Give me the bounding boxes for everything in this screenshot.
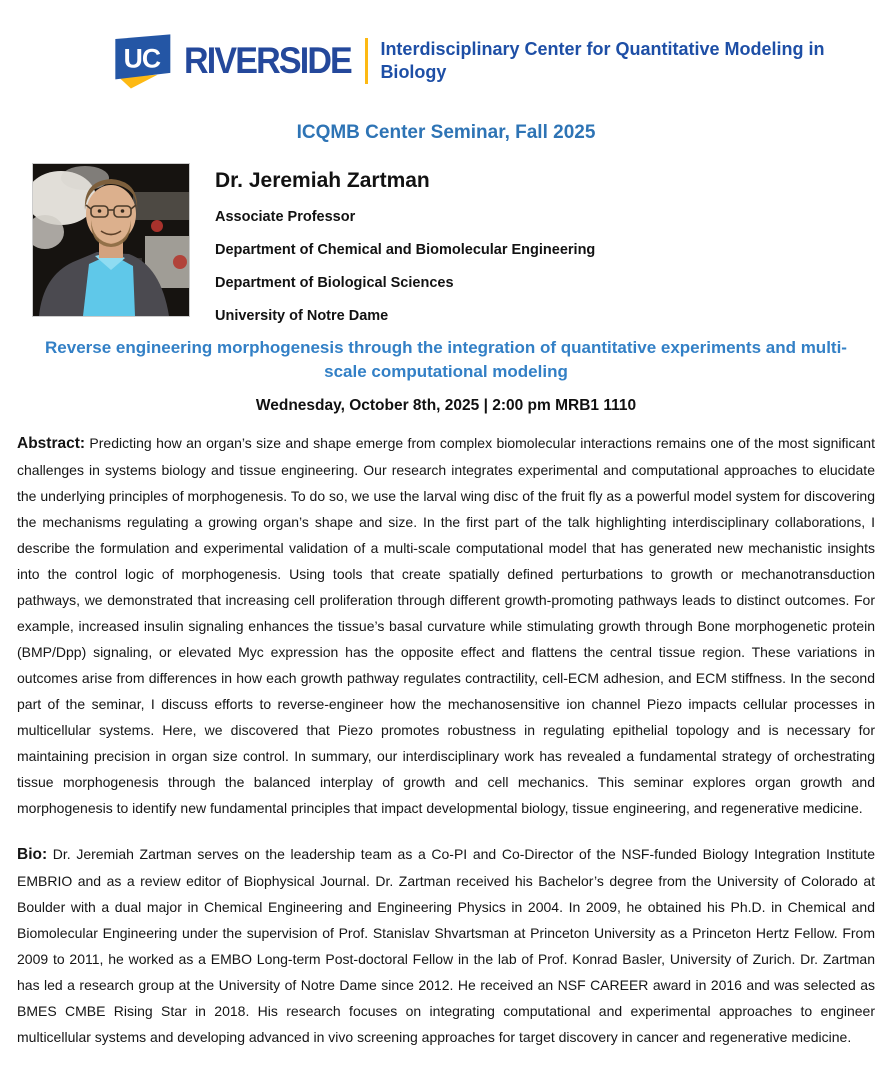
abstract-label: Abstract: [17,434,86,452]
datetime-location: Wednesday, October 8th, 2025 | 2:00 pm MRB1 1110 [255,396,637,414]
abstract-paragraph [17,430,875,821]
speaker-affiliation-2: Department of Biological Sciences [215,275,454,291]
speaker-section [32,163,892,324]
talk-title: Reverse engineering morphogenesis through the integration of quantitative experiments and multi-scale computational modeling [45,338,847,381]
ucr-shield-logo-icon [108,30,174,92]
series-title: ICQMB Center Seminar, Fall 2025 [296,122,596,143]
speaker-affiliation-1: Department of Chemical and Biomolecular Engineering [215,242,596,258]
center-name: Interdisciplinary Center for Quantitative Modeling in Biology [380,38,825,82]
speaker-photo [32,163,190,317]
speaker-position: Associate Professor [215,209,356,225]
header [0,0,892,92]
bio-text: Dr. Jeremiah Zartman serves on the leadership team as a Co-PI and Co-Director of the NSF-funded Biology Integration Institute EMBRIO and as a review editor of Biophysical Journal. Dr. Zartman received his Bachelor’s degree from the University of Colorado at Boulder with a dual major in Chemical Engineering and Engineering Physics in 2004. In 2009, he obtained his Ph.D. in Chemical and Biomolecular Engineering under the supervision of Prof. Stanislav Shvartsman at Princeton University as a Princeton Hertz Fellow. From 2009 to 2011, he worked as a EMBO Long-term Post-doctoral Fellow in the lab of Prof. Konrad Basler, University of Zurich. Dr. Zartman has led a research group at the University of Notre Dame since 2012. He received an NSF CAREER award in 2016 and was selected as BMES CMBE Rising Star in 2018. His research focuses on integrating computational and experimental approaches to engineer multicellular systems and developing advanced in vivo screening approaches for target discovery in cancer and regenerative medicine. [17,845,875,1045]
speaker-university: University of Notre Dame [215,308,389,324]
ucr-monogram: UC [123,43,161,74]
logo-divider [365,38,368,84]
bio-label: Bio: [17,845,48,863]
speaker-name: Dr. Jeremiah Zartman [215,169,430,192]
bio-paragraph [17,841,875,1050]
abstract-text: Predicting how an organ’s size and shape emerge from complex biomolecular interactions remains one of the most significant challenges in systems biology and tissue engineering. Our research integrates experimental and computational approaches to elucidate the underlying principles of morphogenesis. To do so, we use the larval wing disc of the fruit fly as a powerful model system for discovering the mechanisms regulating a growing organ’s shape and size. In the first part of the talk highlighting interdisciplinary collaborations, I describe the formulation and experimental validation of a multi-scale computational model that has generated new mechanistic insights into the control logic of morphogenesis. Using tools that create spatially defined perturbations to growth or mechanotransduction pathways, we demonstrated that increasing cell proliferation through different growth-promoting pathways leads to distinct outcomes. For example, increased insulin signaling enhances the tissue’s basal curvature while stimulating growth through Bone morphogenetic protein (BMP/Dpp) signaling, or elevated Myc expression has the opposite effect and flattens the central tissue region. These variations in outcomes arise from differences in how each growth pathway regulates contractility, cell-ECM adhesion, and ECM stiffness. In the second part of the seminar, I discuss efforts to reverse-engineer how the mechanosensitive ion channel Piezo impacts cellular processes in multicellular systems. Here, we discovered that Piezo promotes robustness in regulating epithelial topology and is necessary for maintaining precision in organ size control. In summary, our interdisciplinary work has revealed a fundamental strategy of orchestrating tissue morphogenesis through the balanced interplay of growth and cell mechanics. This seminar explores organ growth and morphogenesis to identify new fundamental principles that impact developmental biology, tissue engineering, and regenerative medicine. [17,434,875,816]
speaker-portrait-illustration [33,164,189,316]
speaker-info [215,163,595,324]
ucr-wordmark: RIVERSIDE [184,40,351,81]
